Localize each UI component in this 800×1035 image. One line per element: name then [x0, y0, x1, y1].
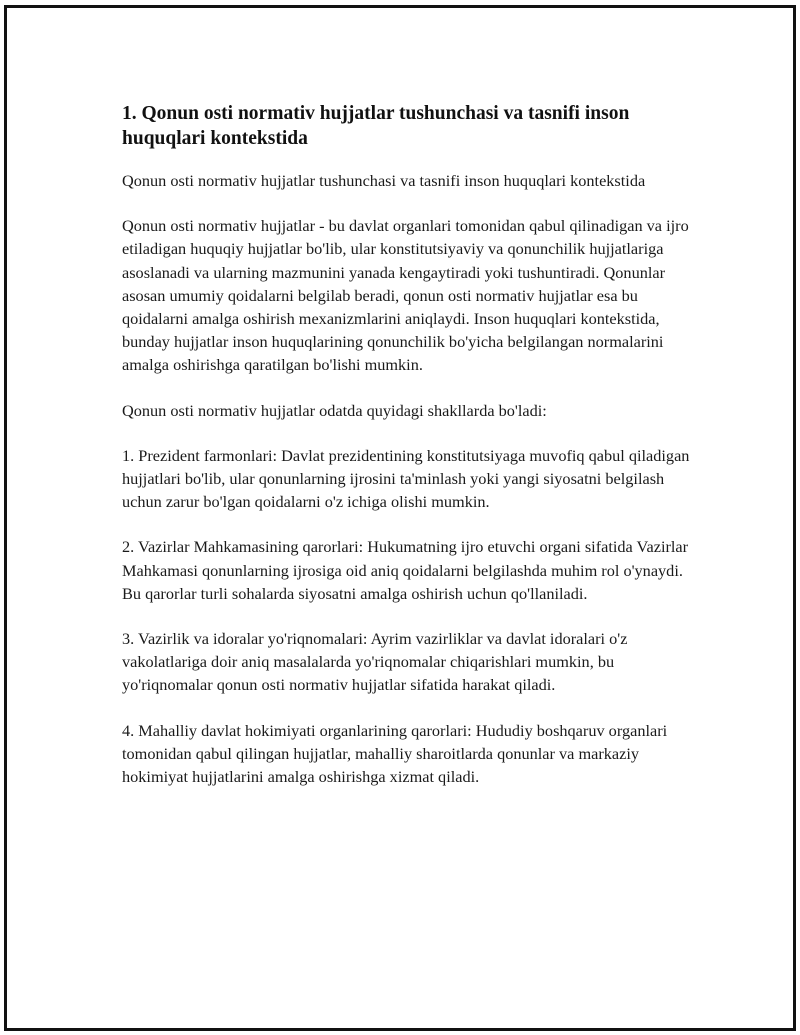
paragraph-forms-intro: Qonun osti normativ hujjatlar odatda quyidagi shakllarda bo'ladi:: [122, 400, 547, 420]
document-body: [122, 101, 692, 810]
list-item-cabinet-resolutions: 2. Vazirlar Mahkamasining qarorlari: Hukumatning ijro etuvchi organi sifatida Vazirlar Mahkamasi qonunlarning ijrosiga oid aniq qoidalarni belgilashda muhim rol o'ynaydi. Bu qarorlar turli sohalarda siyosatni amalga oshirish uchun qo'llaniladi.: [122, 537, 689, 603]
paragraph-subtitle: Qonun osti normativ hujjatlar tushunchasi va tasnifi inson huquqlari kontekstida: [122, 171, 646, 190]
document-heading: 1. Qonun osti normativ hujjatlar tushunchasi va tasnifi inson huquqlari kontekstida: [122, 103, 630, 149]
list-item-ministry-instructions: 3. Vazirlik va idoralar yo'riqnomalari: Ayrim vazirliklar va davlat idoralari o'z vakolatlariga doir aniq masalalarda yo'riqnomalar chiqarishlari mumkin, bu yo'riqnomalar qonun osti normativ hujjatlar sifatida harakat qiladi.: [122, 629, 628, 695]
page-frame: [4, 5, 796, 1031]
paragraph-definition: Qonun osti normativ hujjatlar - bu davlat organlari tomonidan qabul qilinadigan va ijro etiladigan huquqiy hujjatlar bo'lib, ular konstitutsiyaviy va qonunchilik hujjatlariga asoslanadi va ularning mazmunini yanada kengaytiradi yoki tushuntiradi. Qonunlar asosan umumiy qoidalarni belgilab beradi, qonun osti normativ hujjatlar esa bu qoidalarni amalga oshirish mexanizmlarini aniqlaydi. Inson huquqlari kontekstida, bunday hujjatlar inson huquqlarining qonunchilik bo'yicha belgilangan normalarini amalga oshirishga qaratilgan bo'lishi mumkin.: [122, 216, 689, 375]
list-item-presidential-decrees: 1. Prezident farmonlari: Davlat prezidentining konstitutsiyaga muvofiq qabul qiladigan hujjatlari bo'lib, ular qonunlarning ijrosini ta'minlash yoki yangi siyosatni belgilash uchun zarur bo'lgan qoidalarni o'z ichiga olishi mumkin.: [122, 445, 690, 512]
list-item-local-government-decisions: 4. Mahalliy davlat hokimiyati organlarining qarorlari: Hududiy boshqaruv organlari tomonidan qabul qilingan hujjatlar, mahalliy sharoitlarda qonunlar va markaziy hokimiyat hujjatlarini amalga oshirishga xizmat qiladi.: [122, 720, 668, 787]
